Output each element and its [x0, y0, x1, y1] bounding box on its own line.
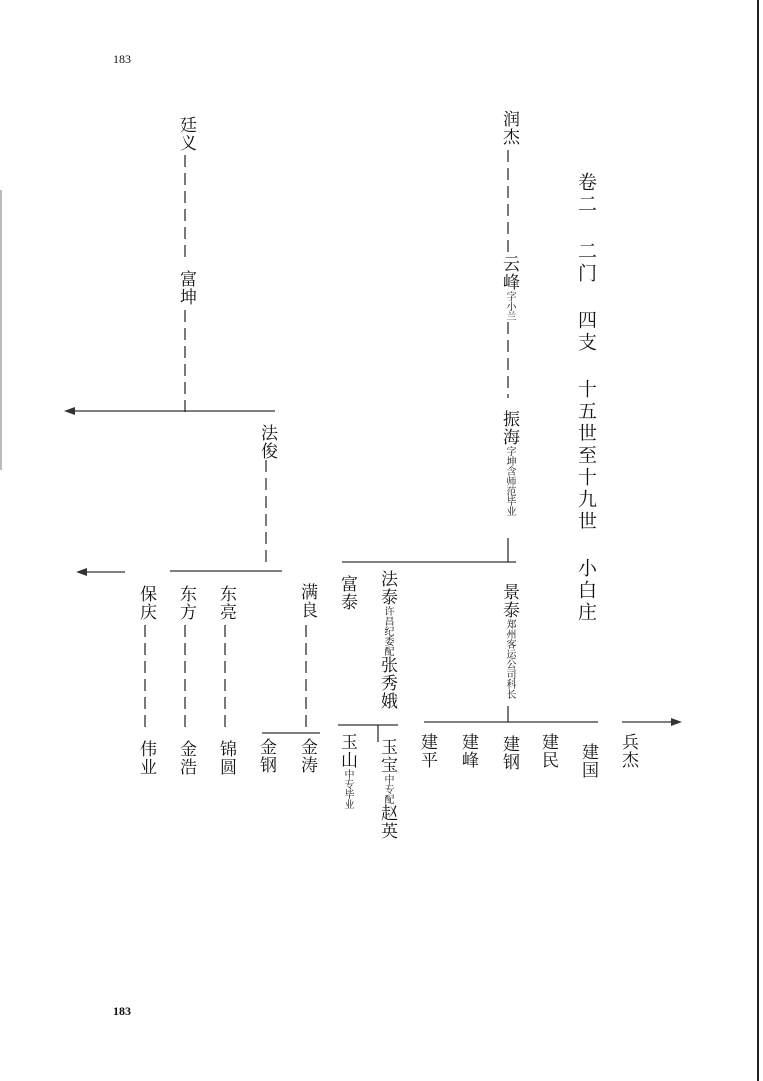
name-yushan-main: 玉山	[337, 733, 357, 769]
note-yunfeng: 字小兰	[504, 291, 515, 321]
name-fajun: 法俊	[257, 424, 277, 460]
name-yubao-main: 玉宝	[377, 738, 397, 774]
name-futai: 富泰	[337, 575, 357, 611]
name-yushan	[338, 733, 356, 809]
name-fukun: 富坤	[176, 270, 196, 306]
name-jianmin: 建民	[538, 733, 558, 769]
note-fatai: 许昌纪委	[382, 606, 393, 646]
arrow-right	[671, 718, 682, 726]
yubao-spouse-prefix: 配	[382, 794, 393, 804]
name-baoqing: 保庆	[136, 585, 156, 621]
name-jinhao: 金浩	[176, 740, 196, 776]
page-number-top: 183	[113, 52, 131, 66]
note-yushan: 中专毕业	[342, 769, 353, 809]
name-jiangang: 建钢	[499, 735, 519, 771]
name-jianguo: 建国	[578, 743, 598, 779]
name-bingjie: 兵杰	[618, 733, 638, 769]
name-weiye: 伟业	[136, 740, 156, 776]
fatai-spouse-prefix: 配	[382, 646, 393, 656]
arrow-left-2	[76, 568, 87, 576]
name-runjie: 润杰	[499, 110, 519, 146]
name-fatai	[378, 570, 396, 710]
name-jianping: 建平	[417, 733, 437, 769]
arrow-left-1	[64, 407, 75, 415]
name-manliang: 满良	[297, 583, 317, 619]
name-tingyi: 廷义	[176, 116, 196, 152]
name-dongfang: 东方	[176, 585, 196, 621]
name-jingang: 金钢	[256, 738, 276, 774]
name-jintao: 金涛	[297, 738, 317, 774]
name-zhenhai-main: 振海	[499, 410, 519, 446]
note-zhenhai: 字坤含师范毕业	[504, 446, 515, 516]
note-yubao: 中专	[382, 774, 393, 794]
name-jinyuan: 锦圆	[216, 740, 236, 776]
note-jingtai: 郑州客运公司科长	[504, 619, 515, 699]
page-title: 卷二 二门 四支 十五世至十九世 小白庄	[575, 172, 597, 624]
name-fatai-spouse: 张秀娥	[377, 656, 397, 710]
name-yubao-spouse: 赵英	[377, 804, 397, 840]
name-yunfeng	[500, 255, 518, 321]
name-jianfeng: 建峰	[458, 733, 478, 769]
name-dongliang: 东亮	[216, 585, 236, 621]
name-jingtai	[500, 583, 518, 699]
page-number-bottom: 183	[113, 1004, 131, 1018]
name-zhenhai	[500, 410, 518, 516]
name-yubao	[378, 738, 396, 840]
name-jingtai-main: 景泰	[499, 583, 519, 619]
name-fatai-main: 法泰	[377, 570, 397, 606]
name-yunfeng-main: 云峰	[499, 255, 519, 291]
